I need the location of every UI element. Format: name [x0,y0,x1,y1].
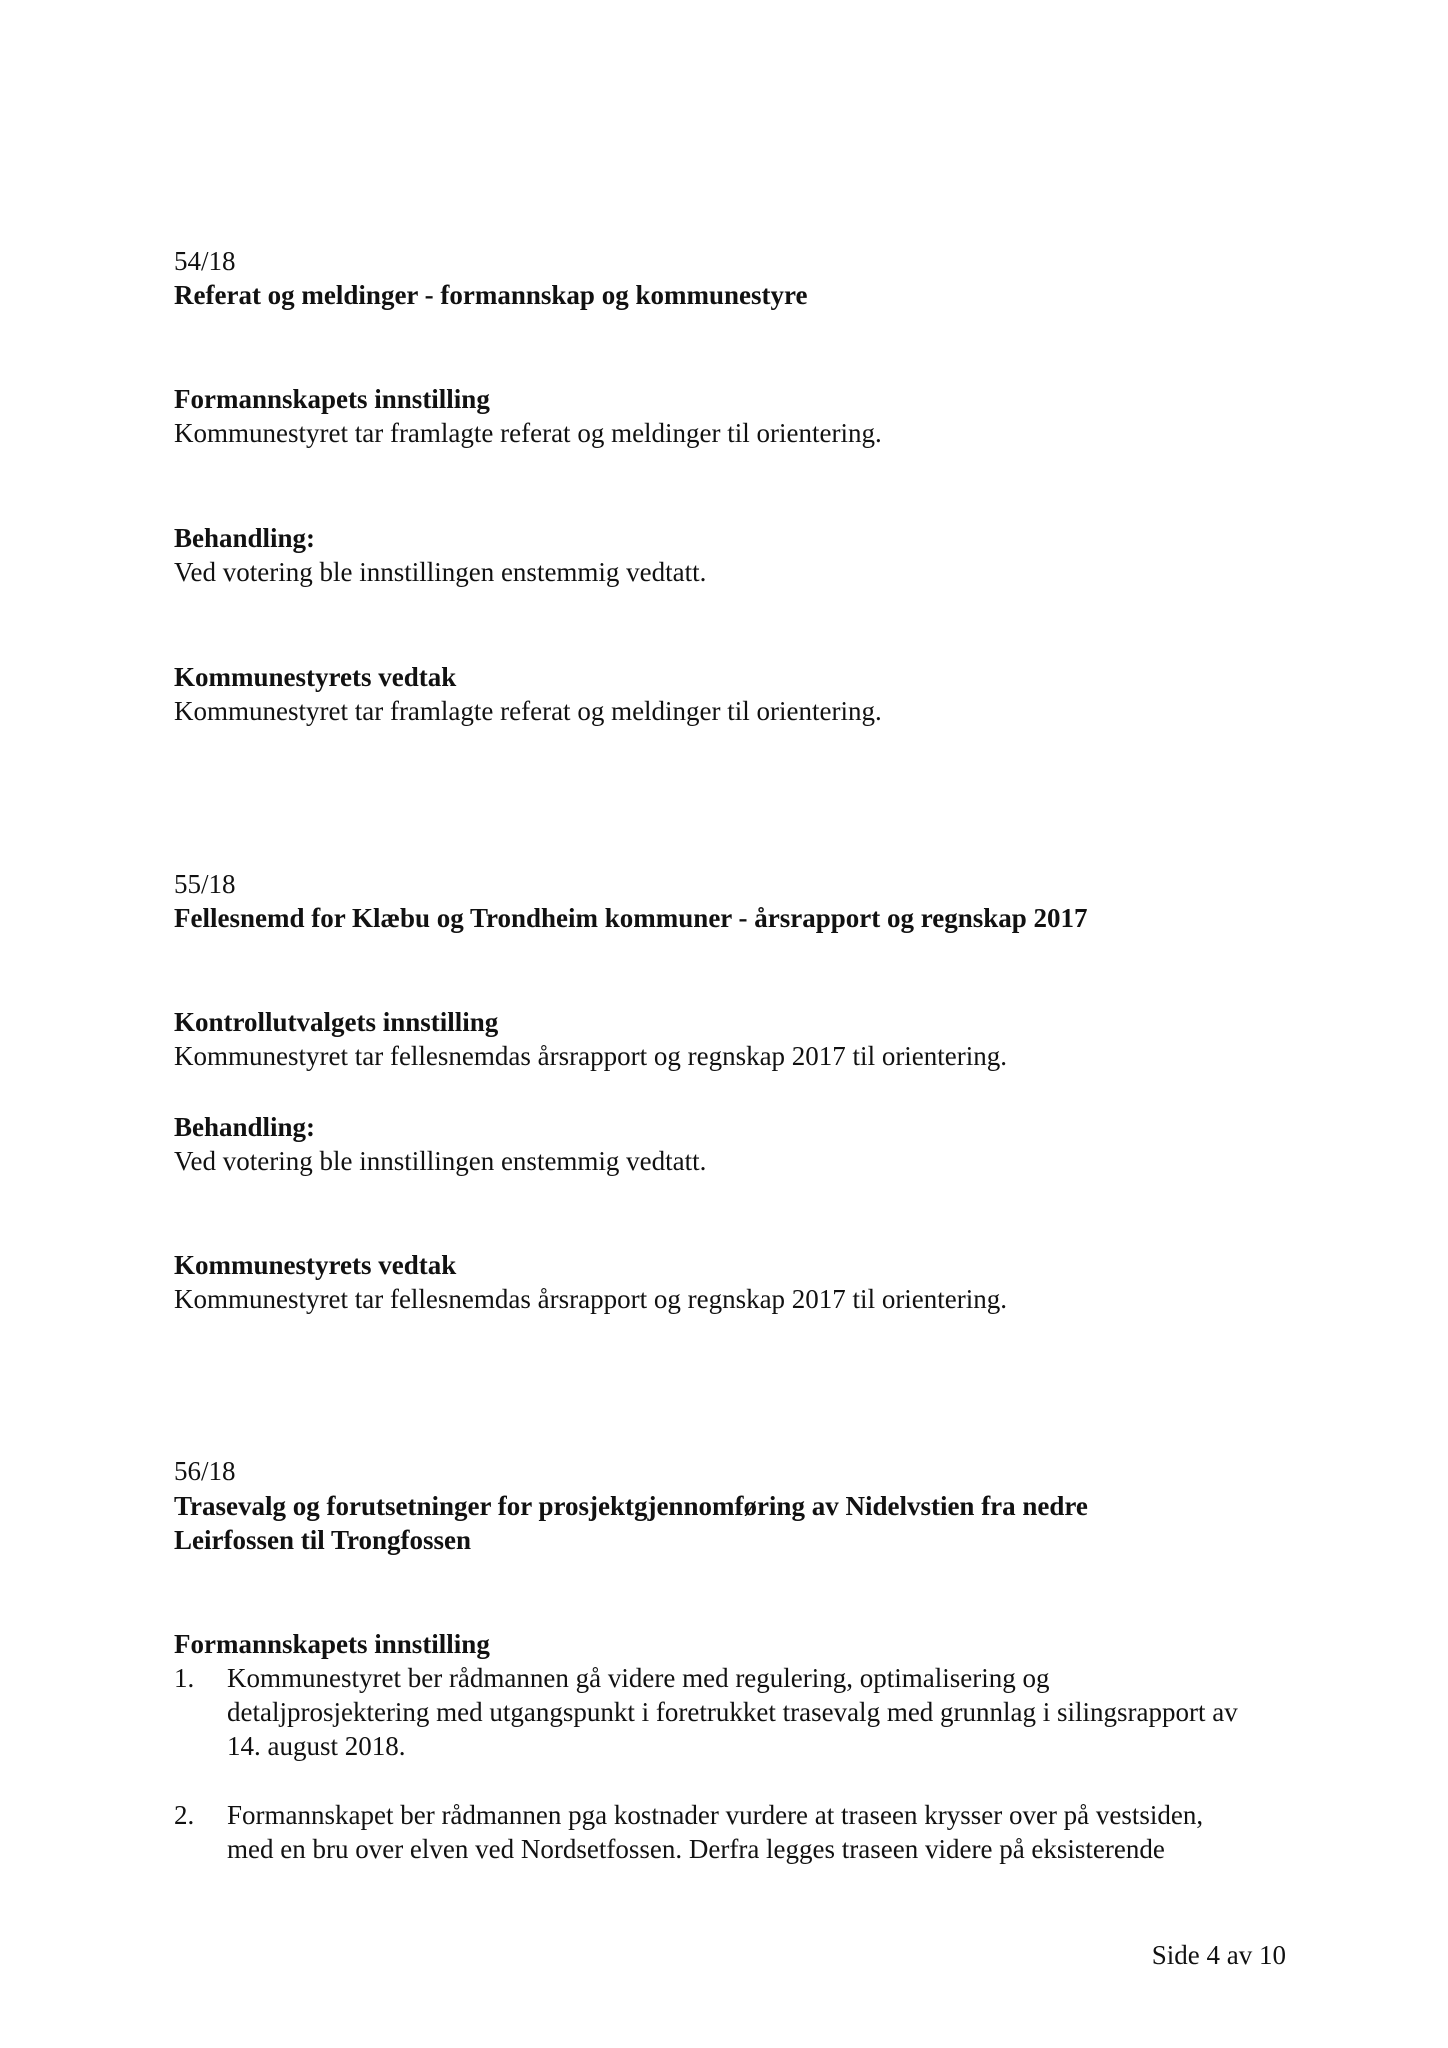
list-item-marker: 1. [174,1663,195,1693]
recommendation-heading: Kontrollutvalgets innstilling [174,1007,499,1037]
list-item-line: detaljprosjektering med utgangspunkt i foretrukket trasevalg med grunnlag i silingsrapport av [227,1697,1238,1727]
case-title-line: Trasevalg og forutsetninger for prosjektgjennomføring av Nidelvstien fra nedre [174,1491,1088,1521]
case-number: 55/18 [174,869,236,899]
list-item-line: Formannskapet ber rådmannen pga kostnader vurdere at traseen krysser over på vestsiden, [227,1800,1204,1830]
treatment-heading: Behandling: [174,523,316,553]
treatment-text: Ved votering ble innstillingen enstemmig vedtatt. [174,1146,707,1176]
recommendation-text: Kommunestyret tar fellesnemdas årsrapport og regnskap 2017 til orientering. [174,1041,1008,1071]
recommendation-heading: Formannskapets innstilling [174,384,490,414]
page-number: Side 4 av 10 [1151,1940,1286,1970]
case-title: Referat og meldinger - formannskap og kommunestyre [174,280,808,310]
recommendation-text: Kommunestyret tar framlagte referat og meldinger til orientering. [174,418,882,448]
decision-text: Kommunestyret tar framlagte referat og meldinger til orientering. [174,696,882,726]
treatment-heading: Behandling: [174,1112,316,1142]
decision-text: Kommunestyret tar fellesnemdas årsrapport og regnskap 2017 til orientering. [174,1284,1008,1314]
case-title-line: Leirfossen til Trongfossen [174,1525,472,1555]
list-item-marker: 2. [174,1800,195,1830]
decision-heading: Kommunestyrets vedtak [174,1250,457,1280]
case-title: Fellesnemd for Klæbu og Trondheim kommuner - årsrapport og regnskap 2017 [174,903,1088,933]
list-item-line: med en bru over elven ved Nordsetfossen. Derfra legges traseen videre på eksisterende [227,1834,1165,1864]
case-number: 56/18 [174,1456,236,1486]
list-item-line: Kommunestyret ber rådmannen gå videre med regulering, optimalisering og [227,1663,1050,1693]
treatment-text: Ved votering ble innstillingen enstemmig vedtatt. [174,557,707,587]
recommendation-heading: Formannskapets innstilling [174,1629,490,1659]
case-number: 54/18 [174,246,236,276]
list-item-line: 14. august 2018. [227,1731,406,1761]
decision-heading: Kommunestyrets vedtak [174,662,457,692]
